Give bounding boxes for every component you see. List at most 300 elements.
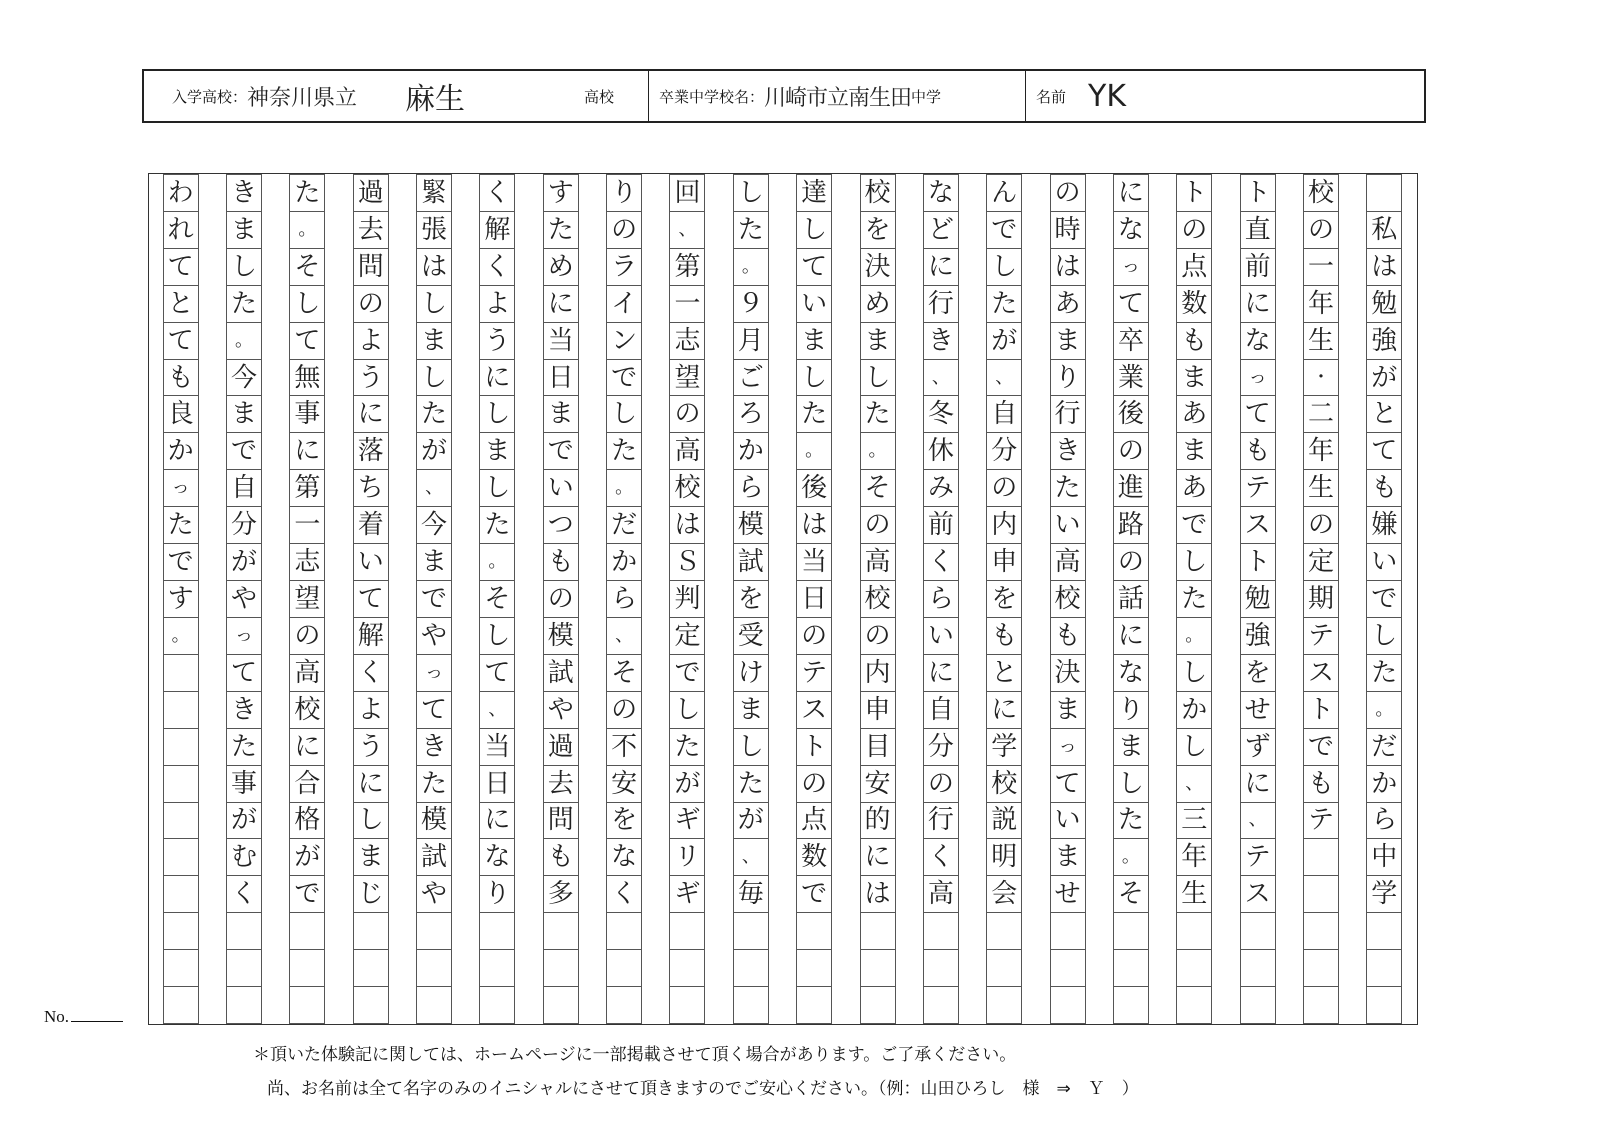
manuscript-cell: 多: [543, 875, 579, 913]
manuscript-cell: し: [353, 802, 389, 840]
manuscript-cell: 事: [289, 395, 325, 433]
manuscript-column: [543, 174, 579, 1024]
manuscript-cell: [163, 765, 199, 803]
manuscript-cell: [860, 986, 896, 1024]
manuscript-cell: が: [986, 322, 1022, 360]
manuscript-cell: が: [226, 543, 262, 581]
manuscript-cell: い: [1050, 802, 1086, 840]
manuscript-cell: て: [163, 248, 199, 286]
manuscript-cell: に: [1113, 617, 1149, 655]
manuscript-cell: 第: [289, 469, 325, 507]
manuscript-cell: は: [1050, 248, 1086, 286]
manuscript-cell: 、: [1240, 802, 1276, 840]
manuscript-cell: の: [543, 580, 579, 618]
manuscript-cell: が: [416, 432, 452, 470]
manuscript-cell: し: [796, 211, 832, 249]
manuscript-cell: ま: [416, 322, 452, 360]
junior-high-label: 卒業中学校名：: [659, 87, 765, 106]
manuscript-cell: で: [986, 211, 1022, 249]
manuscript-cell: し: [1113, 765, 1149, 803]
manuscript-cell: [543, 912, 579, 950]
manuscript-cell: の: [353, 285, 389, 323]
manuscript-cell: う: [353, 359, 389, 397]
manuscript-cell: [163, 691, 199, 729]
manuscript-cell: 校: [1303, 174, 1339, 212]
manuscript-cell: ま: [543, 395, 579, 433]
manuscript-cell: た: [733, 765, 769, 803]
manuscript-cell: く: [479, 174, 515, 212]
manuscript-cell: 定: [669, 617, 705, 655]
manuscript-cell: せ: [1240, 691, 1276, 729]
manuscript-cell: に: [289, 432, 325, 470]
manuscript-cell: 試: [733, 543, 769, 581]
manuscript-column: [733, 174, 769, 1024]
manuscript-cell: し: [416, 359, 452, 397]
manuscript-cell: と: [1366, 395, 1402, 433]
manuscript-cell: 校: [860, 174, 896, 212]
manuscript-cell: き: [923, 322, 959, 360]
manuscript-cell: に: [923, 248, 959, 286]
manuscript-column: [1050, 174, 1086, 1024]
manuscript-cell: し: [416, 285, 452, 323]
manuscript-cell: 高: [860, 543, 896, 581]
manuscript-cell: つ: [543, 506, 579, 544]
manuscript-cell: っ: [1240, 359, 1276, 397]
manuscript-cell: で: [606, 359, 642, 397]
manuscript-cell: そ: [606, 654, 642, 692]
manuscript-cell: て: [1240, 395, 1276, 433]
manuscript-cell: て: [479, 654, 515, 692]
manuscript-cell: で: [1366, 580, 1402, 618]
manuscript-cell: [289, 912, 325, 950]
manuscript-column: [1176, 174, 1212, 1024]
name-label: 名前: [1036, 87, 1067, 106]
admission-school-suffix: 高校: [583, 87, 614, 106]
manuscript-cell: い: [353, 543, 389, 581]
manuscript-cell: 生: [1303, 322, 1339, 360]
manuscript-cell: [226, 949, 262, 987]
manuscript-cell: ギ: [669, 875, 705, 913]
manuscript-cell: [163, 838, 199, 876]
manuscript-cell: [1240, 949, 1276, 987]
manuscript-cell: ・: [1303, 359, 1339, 397]
manuscript-cell: て: [163, 322, 199, 360]
manuscript-cell: な: [1113, 211, 1149, 249]
manuscript-cell: ま: [479, 432, 515, 470]
manuscript-cell: ス: [796, 691, 832, 729]
manuscript-cell: き: [416, 728, 452, 766]
manuscript-cell: は: [669, 506, 705, 544]
manuscript-cell: [1303, 838, 1339, 876]
manuscript-cell: ン: [606, 322, 642, 360]
manuscript-cell: 日: [543, 359, 579, 397]
manuscript-column: [1113, 174, 1149, 1024]
manuscript-cell: [1303, 949, 1339, 987]
manuscript-cell: そ: [860, 469, 896, 507]
junior-high-name: 川崎市立南生田: [764, 85, 912, 111]
manuscript-cell: な: [1113, 654, 1149, 692]
notice-line-2: 尚、お名前は全て名字のみのイニシャルにさせて頂きますのでご安心ください。（例：山田ひろし 様 ⇒ Ｙ ）: [267, 1079, 1139, 1099]
manuscript-cell: の: [1050, 174, 1086, 212]
manuscript-cell: に: [986, 691, 1022, 729]
manuscript-cell: リ: [669, 838, 705, 876]
manuscript-cell: 去: [353, 211, 389, 249]
manuscript-cell: の: [923, 765, 959, 803]
manuscript-column: [1303, 174, 1339, 1024]
manuscript-cell: 勉: [1366, 285, 1402, 323]
manuscript-cell: く: [479, 248, 515, 286]
manuscript-cell: た: [606, 432, 642, 470]
manuscript-cell: 話: [1113, 580, 1149, 618]
manuscript-cell: 望: [289, 580, 325, 618]
manuscript-cell: [796, 986, 832, 1024]
manuscript-cell: [416, 986, 452, 1024]
manuscript-cell: ス: [1240, 506, 1276, 544]
manuscript-cell: 点: [796, 802, 832, 840]
manuscript-cell: 説: [986, 802, 1022, 840]
manuscript-cell: 回: [669, 174, 705, 212]
manuscript-cell: 着: [353, 506, 389, 544]
manuscript-cell: た: [226, 728, 262, 766]
manuscript-cell: ら: [606, 580, 642, 618]
manuscript-cell: で: [669, 654, 705, 692]
manuscript-cell: く: [353, 654, 389, 692]
manuscript-cell: で: [163, 543, 199, 581]
manuscript-cell: も: [163, 359, 199, 397]
manuscript-cell: い: [1366, 543, 1402, 581]
manuscript-cell: 生: [1303, 469, 1339, 507]
manuscript-cell: ろ: [733, 395, 769, 433]
manuscript-cell: っ: [163, 469, 199, 507]
manuscript-cell: た: [226, 285, 262, 323]
manuscript-cell: [733, 949, 769, 987]
manuscript-cell: [1240, 986, 1276, 1024]
manuscript-cell: 決: [860, 248, 896, 286]
manuscript-cell: 校: [289, 691, 325, 729]
manuscript-cell: 日: [479, 765, 515, 803]
manuscript-cell: く: [606, 875, 642, 913]
manuscript-cell: 過: [543, 728, 579, 766]
manuscript-cell: い: [796, 285, 832, 323]
manuscript-cell: す: [543, 174, 579, 212]
manuscript-cell: ト: [1240, 174, 1276, 212]
manuscript-cell: [163, 912, 199, 950]
manuscript-cell: [1113, 949, 1149, 987]
manuscript-cell: の: [606, 691, 642, 729]
manuscript-cell: 路: [1113, 506, 1149, 544]
manuscript-cell: か: [606, 543, 642, 581]
manuscript-cell: あ: [1176, 469, 1212, 507]
manuscript-cell: っ: [1050, 728, 1086, 766]
manuscript-cell: し: [479, 469, 515, 507]
manuscript-cell: て: [796, 248, 832, 286]
manuscript-cell: 、: [606, 617, 642, 655]
manuscript-column: [226, 174, 262, 1024]
manuscript-cell: 今: [226, 359, 262, 397]
manuscript-cell: を: [860, 211, 896, 249]
notice: [253, 1038, 1139, 1106]
manuscript-cell: た: [416, 395, 452, 433]
manuscript-column: [163, 174, 199, 1024]
manuscript-cell: 卒: [1113, 322, 1149, 360]
manuscript-cell: [353, 949, 389, 987]
manuscript-cell: 学: [1366, 875, 1402, 913]
manuscript-cell: そ: [479, 580, 515, 618]
manuscript-cell: 中: [1366, 838, 1402, 876]
manuscript-cell: 。: [1366, 691, 1402, 729]
manuscript-cell: だ: [1366, 728, 1402, 766]
manuscript-cell: [796, 912, 832, 950]
manuscript-cell: 志: [669, 322, 705, 360]
manuscript-cell: ず: [1240, 728, 1276, 766]
manuscript-cell: た: [289, 174, 325, 212]
manuscript-cell: に: [479, 359, 515, 397]
manuscript-cell: [860, 949, 896, 987]
manuscript-cell: も: [1366, 469, 1402, 507]
header-box: [142, 69, 1426, 123]
manuscript-cell: を: [986, 580, 1022, 618]
manuscript-cell: が: [669, 765, 705, 803]
manuscript-column: [796, 174, 832, 1024]
manuscript-cell: の: [796, 617, 832, 655]
manuscript-cell: の: [1176, 211, 1212, 249]
manuscript-cell: 高: [289, 654, 325, 692]
manuscript-cell: [479, 949, 515, 987]
manuscript-cell: だ: [606, 506, 642, 544]
manuscript-cell: を: [606, 802, 642, 840]
manuscript-cell: か: [1366, 765, 1402, 803]
manuscript-cell: 申: [860, 691, 896, 729]
manuscript-cell: 数: [796, 838, 832, 876]
manuscript-cell: 良: [163, 395, 199, 433]
manuscript-cell: は: [796, 506, 832, 544]
manuscript-cell: が: [1366, 359, 1402, 397]
manuscript-cell: っ: [1113, 248, 1149, 286]
admission-school-label: 入学高校：: [172, 87, 248, 106]
manuscript-cell: イ: [606, 285, 642, 323]
manuscript-cell: た: [796, 395, 832, 433]
manuscript-cell: き: [226, 691, 262, 729]
manuscript-cell: か: [163, 432, 199, 470]
manuscript-cell: 校: [669, 469, 705, 507]
manuscript-cell: す: [163, 580, 199, 618]
manuscript-column: [479, 174, 515, 1024]
manuscript-cell: む: [226, 838, 262, 876]
manuscript-cell: き: [226, 174, 262, 212]
manuscript-cell: 落: [353, 432, 389, 470]
manuscript-cell: た: [416, 765, 452, 803]
manuscript-cell: 一: [669, 285, 705, 323]
manuscript-cell: ト: [796, 728, 832, 766]
manuscript-cell: に: [1240, 765, 1276, 803]
manuscript-cell: 模: [733, 506, 769, 544]
manuscript-cell: そ: [289, 248, 325, 286]
manuscript-cell: の: [1303, 506, 1339, 544]
manuscript-cell: 試: [543, 654, 579, 692]
manuscript-cell: し: [796, 359, 832, 397]
manuscript-cell: [479, 912, 515, 950]
manuscript-cell: も: [1303, 765, 1339, 803]
notice-line-1: ＊頂いた体験記に関しては、ホームページに一部掲載させて頂く場合があります。ご了承ください。: [253, 1045, 1017, 1065]
manuscript-cell: [923, 949, 959, 987]
manuscript-cell: 年: [1303, 285, 1339, 323]
manuscript-cell: [163, 654, 199, 692]
manuscript-cell: 模: [416, 802, 452, 840]
manuscript-cell: も: [1050, 617, 1086, 655]
manuscript-cell: 緊: [416, 174, 452, 212]
manuscript-column: [1366, 174, 1402, 1024]
manuscript-cell: 勉: [1240, 580, 1276, 618]
manuscript-cell: 学: [986, 728, 1022, 766]
manuscript-cell: ス: [1303, 654, 1339, 692]
manuscript-cell: [606, 986, 642, 1024]
manuscript-cell: の: [860, 506, 896, 544]
manuscript-cell: 。: [796, 432, 832, 470]
manuscript-cell: 、: [986, 359, 1022, 397]
manuscript-cell: 当: [796, 543, 832, 581]
manuscript-cell: ご: [733, 359, 769, 397]
manuscript-cell: し: [606, 395, 642, 433]
manuscript-column: [986, 174, 1022, 1024]
manuscript-cell: 解: [353, 617, 389, 655]
manuscript-cell: ま: [416, 543, 452, 581]
manuscript-cell: の: [606, 211, 642, 249]
manuscript-cell: 高: [923, 875, 959, 913]
manuscript-cell: ま: [353, 838, 389, 876]
manuscript-cell: 行: [923, 802, 959, 840]
manuscript-cell: ま: [226, 211, 262, 249]
manuscript-cell: も: [986, 617, 1022, 655]
manuscript-cell: め: [860, 285, 896, 323]
manuscript-cell: し: [1176, 654, 1212, 692]
manuscript-cell: 日: [796, 580, 832, 618]
manuscript-cell: 期: [1303, 580, 1339, 618]
manuscript-cell: が: [226, 802, 262, 840]
manuscript-cell: 、: [479, 691, 515, 729]
manuscript-cell: し: [669, 691, 705, 729]
manuscript-cell: で: [226, 432, 262, 470]
manuscript-cell: っ: [226, 617, 262, 655]
manuscript-cell: ま: [1050, 322, 1086, 360]
manuscript-cell: 定: [1303, 543, 1339, 581]
manuscript-cell: 。: [733, 248, 769, 286]
manuscript-cell: 内: [986, 506, 1022, 544]
manuscript-cell: [353, 986, 389, 1024]
manuscript-cell: 張: [416, 211, 452, 249]
manuscript-cell: や: [416, 617, 452, 655]
manuscript-cell: 強: [1366, 322, 1402, 360]
manuscript-cell: 生: [1176, 875, 1212, 913]
manuscript-cell: く: [226, 875, 262, 913]
manuscript-cell: て: [353, 580, 389, 618]
manuscript-cell: ト: [1303, 691, 1339, 729]
manuscript-cell: 休: [923, 432, 959, 470]
manuscript-cell: 不: [606, 728, 642, 766]
manuscript-cell: 高: [1050, 543, 1086, 581]
manuscript-cell: [1366, 986, 1402, 1024]
manuscript-cell: 強: [1240, 617, 1276, 655]
page-number-label: No.: [44, 1007, 70, 1026]
manuscript-cell: あ: [1050, 285, 1086, 323]
page-number-blank: [71, 1021, 123, 1022]
manuscript-cell: [860, 912, 896, 950]
manuscript-cell: [1050, 949, 1086, 987]
manuscript-cell: [289, 986, 325, 1024]
manuscript-cell: た: [733, 211, 769, 249]
manuscript-cell: て: [416, 691, 452, 729]
manuscript-cell: 一: [289, 506, 325, 544]
manuscript-cell: 申: [986, 543, 1022, 581]
manuscript-cell: も: [543, 543, 579, 581]
manuscript-cell: と: [986, 654, 1022, 692]
manuscript-cell: Ｓ: [669, 543, 705, 581]
manuscript-cell: [543, 986, 579, 1024]
manuscript-cell: に: [860, 838, 896, 876]
manuscript-cell: 高: [669, 432, 705, 470]
manuscript-cell: た: [986, 285, 1022, 323]
manuscript-cell: わ: [163, 174, 199, 212]
manuscript-cell: 安: [860, 765, 896, 803]
junior-high-suffix: 中学: [911, 87, 942, 106]
manuscript-cell: [796, 949, 832, 987]
manuscript-cell: な: [606, 838, 642, 876]
manuscript-cell: よ: [353, 322, 389, 360]
manuscript-cell: [733, 912, 769, 950]
manuscript-cell: の: [1303, 211, 1339, 249]
manuscript-cell: 分: [986, 432, 1022, 470]
manuscript-cell: 合: [289, 765, 325, 803]
manuscript-cell: [606, 949, 642, 987]
manuscript-cell: み: [923, 469, 959, 507]
manuscript-cell: 望: [669, 359, 705, 397]
manuscript-column: [289, 174, 325, 1024]
manuscript-cell: に: [1113, 174, 1149, 212]
manuscript-cell: た: [1366, 654, 1402, 692]
manuscript-cell: に: [543, 285, 579, 323]
manuscript-cell: 無: [289, 359, 325, 397]
manuscript-cell: 前: [1240, 248, 1276, 286]
admission-prefecture: 神奈川県立: [247, 85, 358, 111]
manuscript-cell: 。: [226, 322, 262, 360]
manuscript-cell: [543, 949, 579, 987]
manuscript-cell: [669, 986, 705, 1024]
manuscript-cell: め: [543, 248, 579, 286]
manuscript-cell: り: [1050, 359, 1086, 397]
manuscript-cell: ど: [923, 211, 959, 249]
manuscript-cell: 校: [860, 580, 896, 618]
page-number: [44, 1007, 123, 1027]
manuscript-cell: た: [479, 506, 515, 544]
manuscript-cell: き: [1050, 432, 1086, 470]
manuscript-cell: [1113, 912, 1149, 950]
manuscript-cell: 目: [860, 728, 896, 766]
manuscript-cell: う: [479, 322, 515, 360]
manuscript-cell: も: [1176, 322, 1212, 360]
name-cell: [1026, 71, 1424, 121]
manuscript-cell: 。: [1113, 838, 1149, 876]
manuscript-cell: い: [1050, 506, 1086, 544]
manuscript-cell: 志: [289, 543, 325, 581]
manuscript-cell: [1176, 949, 1212, 987]
manuscript-cell: し: [860, 359, 896, 397]
manuscript-cell: や: [416, 875, 452, 913]
manuscript-cell: [1366, 174, 1402, 212]
manuscript-cell: で: [796, 875, 832, 913]
manuscript-cell: ら: [923, 580, 959, 618]
manuscript-column: [923, 174, 959, 1024]
manuscript-cell: テ: [1303, 802, 1339, 840]
manuscript-column: [353, 174, 389, 1024]
